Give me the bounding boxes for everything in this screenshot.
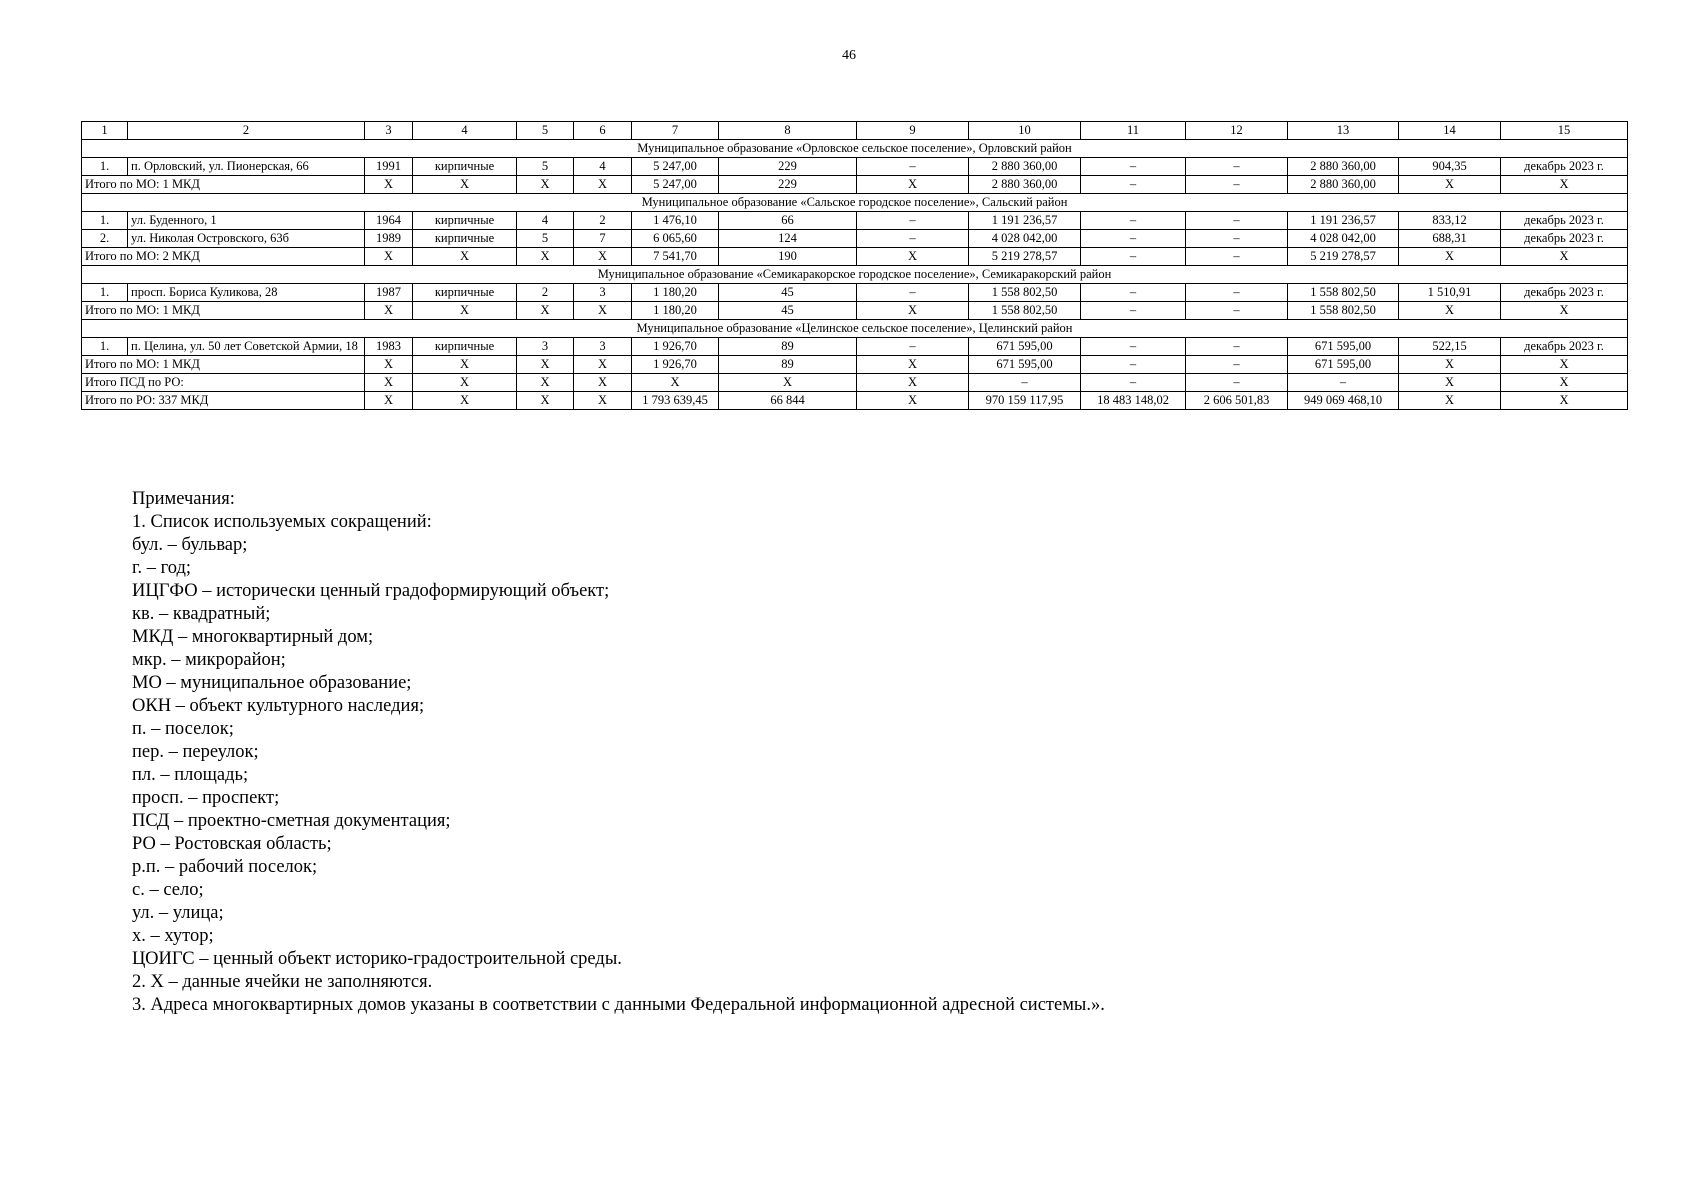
data-cell: 1 180,20 [632, 302, 719, 320]
table-row [82, 212, 1628, 230]
data-cell: – [857, 338, 969, 356]
section-title: Муниципальное образование «Сальское городское поселение», Сальский район [82, 194, 1628, 212]
data-cell: 6 065,60 [632, 230, 719, 248]
address-cell: просп. Бориса Куликова, 28 [128, 284, 365, 302]
data-cell: X [1399, 248, 1501, 266]
data-cell: – [1081, 230, 1186, 248]
data-cell: X [574, 374, 632, 392]
data-cell: декабрь 2023 г. [1501, 284, 1628, 302]
data-cell: 1 558 802,50 [969, 302, 1081, 320]
data-cell: 2 880 360,00 [969, 176, 1081, 194]
data-cell: X [1501, 176, 1628, 194]
data-cell: 5 247,00 [632, 158, 719, 176]
column-number-cell: 13 [1288, 122, 1399, 140]
data-cell: 2 880 360,00 [1288, 176, 1399, 194]
data-cell: – [1081, 356, 1186, 374]
data-cell: 1 191 236,57 [969, 212, 1081, 230]
data-cell: X [365, 176, 413, 194]
data-cell: 2 880 360,00 [1288, 158, 1399, 176]
note-line: 2. X – данные ячейки не заполняются. [132, 972, 433, 992]
data-cell: X [365, 374, 413, 392]
data-cell: – [1081, 212, 1186, 230]
data-cell: – [1186, 248, 1288, 266]
data-cell: X [857, 302, 969, 320]
note-line: кв. – квадратный; [132, 604, 271, 624]
data-cell: X [517, 302, 574, 320]
column-number-cell: 6 [574, 122, 632, 140]
data-cell: X [857, 248, 969, 266]
address-cell: ул. Николая Островского, 63б [128, 230, 365, 248]
data-cell: 2 [574, 212, 632, 230]
data-cell: X [517, 176, 574, 194]
data-cell: 1 926,70 [632, 356, 719, 374]
data-cell: 7 [574, 230, 632, 248]
data-cell: 1 793 639,45 [632, 392, 719, 410]
subtotal-row [82, 248, 1628, 266]
data-cell: – [1288, 374, 1399, 392]
note-line: просп. – проспект; [132, 788, 280, 808]
data-cell: декабрь 2023 г. [1501, 338, 1628, 356]
data-cell: 190 [719, 248, 857, 266]
data-cell: 1989 [365, 230, 413, 248]
note-line: бул. – бульвар; [132, 535, 248, 555]
note-line: РО – Ростовская область; [132, 834, 332, 854]
data-cell: 229 [719, 176, 857, 194]
data-cell: X [413, 374, 517, 392]
data-cell: 1 191 236,57 [1288, 212, 1399, 230]
note-line: р.п. – рабочий поселок; [132, 857, 318, 877]
grand-total-row [82, 374, 1628, 392]
data-cell: – [857, 284, 969, 302]
data-cell: 671 595,00 [1288, 338, 1399, 356]
data-cell: 833,12 [1399, 212, 1501, 230]
subtotal-label: Итого по МО: 1 МКД [82, 302, 365, 320]
data-cell: X [1501, 392, 1628, 410]
data-cell: 3 [574, 338, 632, 356]
data-cell: X [365, 302, 413, 320]
data-cell: – [1081, 338, 1186, 356]
address-cell: п. Орловский, ул. Пионерская, 66 [128, 158, 365, 176]
data-cell: – [1186, 230, 1288, 248]
data-cell: 1. [82, 338, 128, 356]
column-number-cell: 4 [413, 122, 517, 140]
data-cell: 18 483 148,02 [1081, 392, 1186, 410]
section-title: Муниципальное образование «Орловское сельское поселение», Орловский район [82, 140, 1628, 158]
data-cell: 4 028 042,00 [1288, 230, 1399, 248]
data-cell: 89 [719, 338, 857, 356]
note-line: ОКН – объект культурного наследия; [132, 696, 425, 716]
data-cell: 4 [517, 212, 574, 230]
data-cell: – [1081, 302, 1186, 320]
page-number: 46 [842, 48, 856, 63]
data-cell: 1 558 802,50 [1288, 284, 1399, 302]
data-cell: – [1081, 374, 1186, 392]
data-cell: X [517, 374, 574, 392]
column-number-cell: 9 [857, 122, 969, 140]
data-cell: – [1186, 284, 1288, 302]
data-cell: X [857, 176, 969, 194]
note-line: ПСД – проектно-сметная документация; [132, 811, 451, 831]
data-cell: 45 [719, 302, 857, 320]
table-row [82, 338, 1628, 356]
data-cell: 5 219 278,57 [1288, 248, 1399, 266]
data-cell: X [413, 356, 517, 374]
note-line: х. – хутор; [132, 926, 214, 946]
data-cell: – [857, 212, 969, 230]
section-title: Муниципальное образование «Целинское сельское поселение», Целинский район [82, 320, 1628, 338]
data-cell: X [1399, 302, 1501, 320]
data-cell: X [574, 176, 632, 194]
data-cell: 89 [719, 356, 857, 374]
data-cell: 3 [574, 284, 632, 302]
data-cell: 671 595,00 [969, 338, 1081, 356]
data-cell: 45 [719, 284, 857, 302]
data-cell: 1 180,20 [632, 284, 719, 302]
data-cell: 5 [517, 158, 574, 176]
data-cell: 688,31 [1399, 230, 1501, 248]
data-cell: 1 510,91 [1399, 284, 1501, 302]
note-line: ул. – улица; [132, 903, 224, 923]
data-cell: 66 [719, 212, 857, 230]
data-cell: X [517, 248, 574, 266]
data-cell: кирпичные [413, 284, 517, 302]
data-cell: 1 558 802,50 [969, 284, 1081, 302]
column-number-cell: 14 [1399, 122, 1501, 140]
data-cell: 4 028 042,00 [969, 230, 1081, 248]
subtotal-label: Итого по МО: 1 МКД [82, 356, 365, 374]
grand-total-row [82, 392, 1628, 410]
data-cell: X [1501, 302, 1628, 320]
data-cell: 1991 [365, 158, 413, 176]
data-cell: 2 [517, 284, 574, 302]
data-cell: декабрь 2023 г. [1501, 230, 1628, 248]
data-cell: – [1186, 212, 1288, 230]
data-cell: 1. [82, 284, 128, 302]
data-cell: X [857, 392, 969, 410]
column-number-cell: 1 [82, 122, 128, 140]
data-cell: 7 541,70 [632, 248, 719, 266]
column-number-cell: 10 [969, 122, 1081, 140]
data-cell: X [1399, 356, 1501, 374]
data-cell: 3 [517, 338, 574, 356]
note-line: 1. Список используемых сокращений: [132, 512, 432, 532]
note-line: п. – поселок; [132, 719, 234, 739]
column-number-cell: 3 [365, 122, 413, 140]
note-line: ИЦГФО – исторически ценный градоформирующий объект; [132, 581, 610, 601]
column-number-cell: 12 [1186, 122, 1288, 140]
data-cell: – [969, 374, 1081, 392]
data-cell: 66 844 [719, 392, 857, 410]
note-line: пер. – переулок; [132, 742, 259, 762]
table-row [82, 230, 1628, 248]
data-cell: X [1399, 374, 1501, 392]
column-number-cell: 11 [1081, 122, 1186, 140]
data-cell: X [632, 374, 719, 392]
data-cell: 1 926,70 [632, 338, 719, 356]
data-cell: кирпичные [413, 158, 517, 176]
note-line: МКД – многоквартирный дом; [132, 627, 374, 647]
data-cell: X [1501, 248, 1628, 266]
data-cell: кирпичные [413, 212, 517, 230]
column-number-cell: 5 [517, 122, 574, 140]
data-cell: X [719, 374, 857, 392]
total-label: Итого ПСД по РО: [82, 374, 365, 392]
data-cell: 522,15 [1399, 338, 1501, 356]
data-cell: – [1186, 374, 1288, 392]
data-cell: кирпичные [413, 338, 517, 356]
column-number-cell: 15 [1501, 122, 1628, 140]
data-cell: 5 247,00 [632, 176, 719, 194]
data-cell: X [517, 392, 574, 410]
data-cell: X [365, 356, 413, 374]
subtotal-label: Итого по МО: 1 МКД [82, 176, 365, 194]
column-number-cell: 8 [719, 122, 857, 140]
data-cell: – [1186, 158, 1288, 176]
subtotal-label: Итого по МО: 2 МКД [82, 248, 365, 266]
note-line: с. – село; [132, 880, 204, 900]
data-cell: 229 [719, 158, 857, 176]
section-row [82, 320, 1628, 338]
data-cell: 1964 [365, 212, 413, 230]
data-cell: 1. [82, 212, 128, 230]
data-cell: – [1186, 356, 1288, 374]
note-line: г. – год; [132, 558, 192, 578]
data-cell: – [1081, 158, 1186, 176]
note-line: МО – муниципальное образование; [132, 673, 412, 693]
subtotal-row [82, 176, 1628, 194]
header-row [82, 122, 1628, 140]
section-row [82, 194, 1628, 212]
data-cell: 904,35 [1399, 158, 1501, 176]
data-cell: 671 595,00 [969, 356, 1081, 374]
data-cell: X [574, 248, 632, 266]
data-cell: X [365, 248, 413, 266]
data-cell: X [1399, 176, 1501, 194]
total-label: Итого по РО: 337 МКД [82, 392, 365, 410]
data-cell: 1983 [365, 338, 413, 356]
data-cell: X [413, 176, 517, 194]
column-number-cell: 7 [632, 122, 719, 140]
data-cell: – [857, 158, 969, 176]
notes-heading: Примечания: [132, 489, 235, 509]
data-cell: 2 606 501,83 [1186, 392, 1288, 410]
data-cell: X [1399, 392, 1501, 410]
data-cell: 5 219 278,57 [969, 248, 1081, 266]
data-cell: 1 558 802,50 [1288, 302, 1399, 320]
data-cell: X [413, 302, 517, 320]
data-cell: 1 476,10 [632, 212, 719, 230]
data-cell: 671 595,00 [1288, 356, 1399, 374]
note-line: ЦОИГС – ценный объект историко-градостроительной среды. [132, 949, 622, 969]
address-cell: ул. Буденного, 1 [128, 212, 365, 230]
table-row [82, 158, 1628, 176]
note-line: 3. Адреса многоквартирных домов указаны в соответствии с данными Федеральной информационной адресной системы.». [132, 995, 1105, 1015]
section-title: Муниципальное образование «Семикаракорское городское поселение», Семикаракорский район [82, 266, 1628, 284]
data-cell: X [857, 374, 969, 392]
data-cell: X [413, 392, 517, 410]
data-cell: X [574, 392, 632, 410]
note-line: мкр. – микрорайон; [132, 650, 286, 670]
section-row [82, 266, 1628, 284]
data-cell: 2 880 360,00 [969, 158, 1081, 176]
data-cell: – [857, 230, 969, 248]
address-cell: п. Целина, ул. 50 лет Советской Армии, 18 [128, 338, 365, 356]
note-line: пл. – площадь; [132, 765, 249, 785]
data-cell: – [1186, 176, 1288, 194]
data-cell: декабрь 2023 г. [1501, 212, 1628, 230]
data-cell: декабрь 2023 г. [1501, 158, 1628, 176]
data-cell: X [574, 302, 632, 320]
data-cell: – [1081, 176, 1186, 194]
data-cell: 4 [574, 158, 632, 176]
data-cell: X [1501, 374, 1628, 392]
data-cell: 124 [719, 230, 857, 248]
section-row [82, 140, 1628, 158]
notes-section [132, 488, 1105, 1017]
data-cell: 970 159 117,95 [969, 392, 1081, 410]
data-cell: X [365, 392, 413, 410]
data-cell: 2. [82, 230, 128, 248]
data-cell: – [1081, 248, 1186, 266]
data-cell: X [574, 356, 632, 374]
data-cell: 5 [517, 230, 574, 248]
data-cell: – [1186, 338, 1288, 356]
register-table [81, 121, 1628, 410]
data-cell: – [1081, 284, 1186, 302]
data-cell: 1. [82, 158, 128, 176]
data-cell: X [857, 356, 969, 374]
subtotal-row [82, 356, 1628, 374]
data-cell: X [1501, 356, 1628, 374]
subtotal-row [82, 302, 1628, 320]
data-cell: – [1186, 302, 1288, 320]
table-row [82, 284, 1628, 302]
data-cell: кирпичные [413, 230, 517, 248]
data-cell: X [413, 248, 517, 266]
data-cell: 949 069 468,10 [1288, 392, 1399, 410]
data-cell: 1987 [365, 284, 413, 302]
column-number-cell: 2 [128, 122, 365, 140]
data-cell: X [517, 356, 574, 374]
